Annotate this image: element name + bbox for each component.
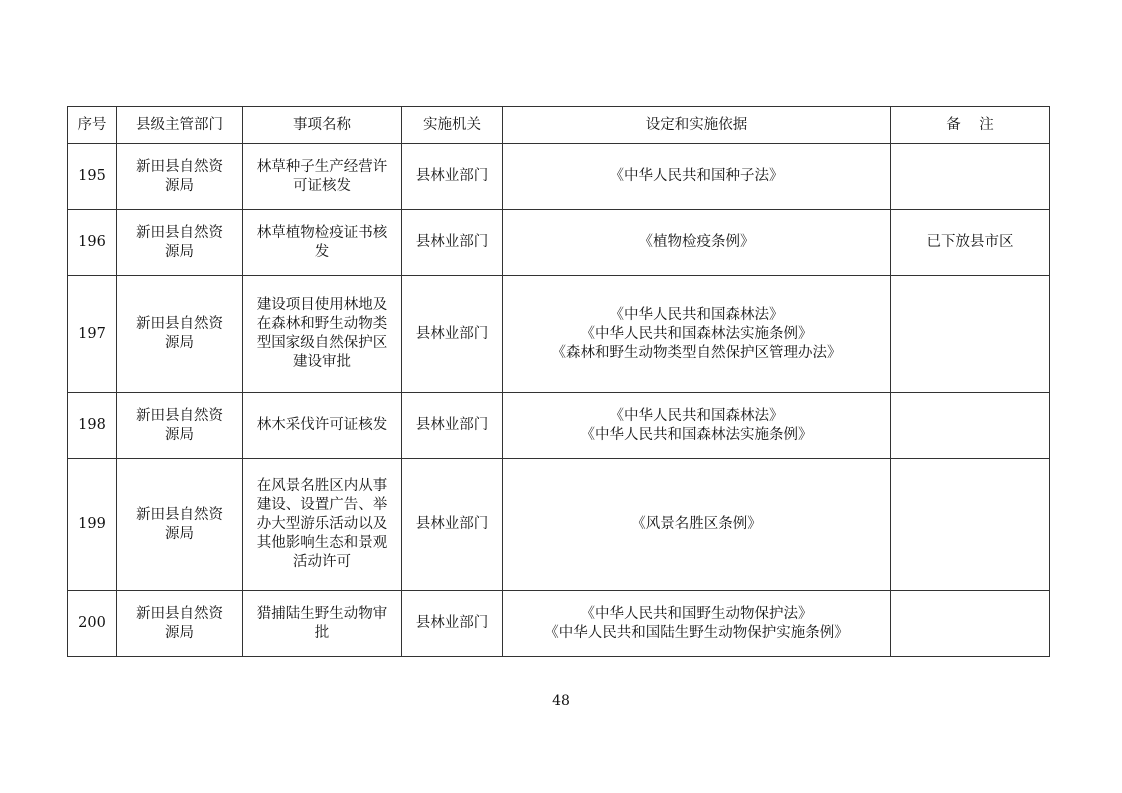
- table-row: [68, 276, 1050, 393]
- cell-basis: [503, 276, 891, 393]
- basis-line: 《植物检疫条例》: [638, 234, 755, 250]
- basis-line: 《森林和野生动物类型自然保护区管理办法》: [551, 344, 842, 361]
- header-note: 备 注: [891, 107, 1050, 144]
- table-row: [68, 459, 1050, 591]
- basis-line: 《中华人民共和国森林法实施条例》: [580, 426, 813, 443]
- cell-basis: [503, 459, 891, 591]
- cell-basis: [503, 210, 891, 276]
- cell-seq: 195: [68, 144, 117, 210]
- basis-line: 《中华人民共和国森林法实施条例》: [580, 325, 813, 342]
- basis-line: 《中华人民共和国陆生野生动物保护实施条例》: [544, 624, 849, 641]
- cell-note: [891, 459, 1050, 591]
- cell-org: 县林业部门: [402, 393, 503, 459]
- page-number: 48: [552, 693, 570, 709]
- basis-line: 《中华人民共和国森林法》: [609, 407, 784, 424]
- name-line: 建设项目使用林地及: [256, 297, 388, 313]
- name-line: 建设审批: [293, 354, 351, 370]
- header-dept: 县级主管部门: [117, 107, 243, 144]
- dept-line: 源局: [165, 624, 194, 641]
- cell-org: 县林业部门: [402, 276, 503, 393]
- cell-name: [243, 459, 402, 591]
- name-line: 林草种子生产经营许: [256, 158, 388, 175]
- dept-line: 新田县自然资: [136, 506, 223, 523]
- cell-dept: [117, 276, 243, 393]
- cell-note: [891, 144, 1050, 210]
- cell-org: 县林业部门: [402, 459, 503, 591]
- basis-line: 《中华人民共和国野生动物保护法》: [580, 605, 813, 622]
- dept-line: 源局: [165, 243, 194, 260]
- name-line: 发: [314, 243, 330, 260]
- name-line: 林草植物检疫证书核: [256, 224, 388, 241]
- header-row: [68, 107, 1050, 144]
- dept-line: 源局: [165, 525, 194, 542]
- dept-line: 源局: [165, 426, 194, 443]
- header-org: 实施机关: [402, 107, 503, 144]
- cell-basis: [503, 393, 891, 459]
- name-line: 在风景名胜区内从事: [256, 478, 388, 494]
- cell-note: 已下放县市区: [891, 210, 1050, 276]
- cell-dept: [117, 393, 243, 459]
- header-basis: 设定和实施依据: [503, 107, 891, 144]
- cell-dept: [117, 144, 243, 210]
- dept-line: 源局: [165, 335, 194, 351]
- name-line: 活动许可: [293, 554, 351, 570]
- table-row: [68, 210, 1050, 276]
- cell-note: [891, 276, 1050, 393]
- name-line: 可证核发: [293, 177, 351, 194]
- dept-line: 新田县自然资: [136, 158, 223, 175]
- table-row: [68, 591, 1050, 657]
- cell-seq: 200: [68, 591, 117, 657]
- table-row: [68, 144, 1050, 210]
- cell-basis: [503, 591, 891, 657]
- cell-basis: [503, 144, 891, 210]
- cell-name: [243, 591, 402, 657]
- cell-seq: 197: [68, 276, 117, 393]
- dept-line: 新田县自然资: [136, 224, 223, 241]
- header-seq: 序号: [68, 107, 117, 144]
- cell-org: 县林业部门: [402, 144, 503, 210]
- cell-name: [243, 144, 402, 210]
- name-line: 建设、设置广告、举: [256, 497, 388, 513]
- basis-line: 《风景名胜区条例》: [631, 516, 762, 532]
- name-line: 型国家级自然保护区: [256, 335, 388, 351]
- cell-note: [891, 393, 1050, 459]
- cell-dept: [117, 459, 243, 591]
- basis-line: 《中华人民共和国种子法》: [609, 168, 784, 184]
- cell-dept: [117, 210, 243, 276]
- dept-line: 源局: [165, 177, 194, 194]
- dept-line: 新田县自然资: [136, 605, 223, 622]
- dept-line: 新田县自然资: [136, 316, 223, 332]
- cell-org: 县林业部门: [402, 210, 503, 276]
- cell-seq: 198: [68, 393, 117, 459]
- name-line: 在森林和野生动物类: [256, 316, 388, 332]
- basis-line: 《中华人民共和国森林法》: [609, 306, 784, 323]
- cell-note: [891, 591, 1050, 657]
- cell-name: [243, 276, 402, 393]
- name-line: 办大型游乐活动以及: [256, 516, 388, 532]
- cell-name: [243, 210, 402, 276]
- cell-name: [243, 393, 402, 459]
- cell-dept: [117, 591, 243, 657]
- cell-seq: 196: [68, 210, 117, 276]
- name-line: 猎捕陆生野生动物审: [256, 605, 388, 622]
- dept-line: 新田县自然资: [136, 407, 223, 424]
- cell-seq: 199: [68, 459, 117, 591]
- items-table: [67, 106, 1050, 657]
- name-line: 批: [314, 624, 330, 641]
- cell-org: 县林业部门: [402, 591, 503, 657]
- header-name: 事项名称: [243, 107, 402, 144]
- table-row: [68, 393, 1050, 459]
- name-line: 林木采伐许可证核发: [256, 417, 388, 433]
- name-line: 其他影响生态和景观: [256, 535, 388, 551]
